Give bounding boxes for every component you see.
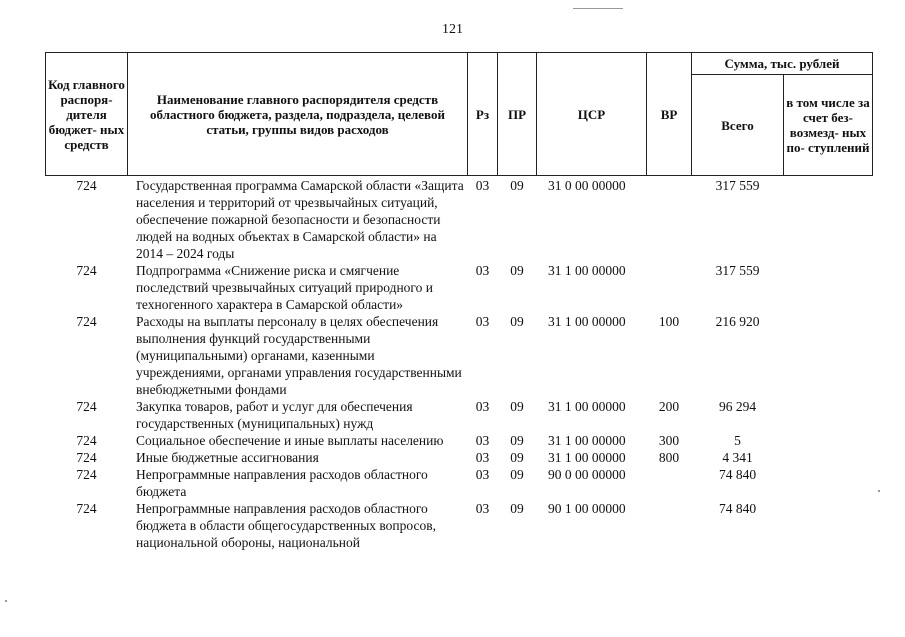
table-row <box>46 449 873 466</box>
cell-total: 4 341 <box>722 450 753 465</box>
cell-expense-type <box>647 500 692 551</box>
cell-target-item: 90 0 00 00000 <box>548 467 626 482</box>
cell-name: Расходы на выплаты персоналу в целях обеспечения выполнения функций государственными (муниципальными) органами, казенными учреждениями, органами управления государственными внебюджетными фондами <box>136 314 462 397</box>
cell-code: 724 <box>76 433 97 448</box>
header-subsection: ПР <box>498 53 537 176</box>
cell-gratuitous <box>784 398 873 432</box>
cell-expense-type: 200 <box>658 399 680 414</box>
table-row <box>46 500 873 551</box>
table-row <box>46 176 873 263</box>
cell-target-item: 31 1 00 00000 <box>548 314 626 329</box>
cell-target-item: 31 0 00 00000 <box>548 178 626 193</box>
header-expense-type: ВР <box>647 53 692 176</box>
cell-subsection: 09 <box>510 178 524 193</box>
scan-mark <box>5 600 7 602</box>
header-target-item: ЦСР <box>537 53 647 176</box>
cell-code: 724 <box>76 178 97 193</box>
cell-code: 724 <box>76 263 97 278</box>
cell-code: 724 <box>76 399 97 414</box>
cell-expense-type: 300 <box>658 433 680 448</box>
cell-name: Закупка товаров, работ и услуг для обеспечения государственных (муниципальных) нужд <box>136 399 413 431</box>
cell-gratuitous <box>784 500 873 551</box>
cell-expense-type <box>647 176 692 263</box>
cell-code: 724 <box>76 450 97 465</box>
cell-gratuitous <box>784 449 873 466</box>
header-sum-group: Сумма, тыс. рублей <box>692 53 873 75</box>
scan-mark <box>878 490 880 492</box>
cell-code: 724 <box>76 314 97 329</box>
cell-total: 74 840 <box>718 467 757 482</box>
cell-section: 03 <box>475 467 490 482</box>
cell-total: 96 294 <box>718 399 757 414</box>
cell-section: 03 <box>475 178 490 193</box>
cell-code: 724 <box>76 467 97 482</box>
cell-target-item: 90 1 00 00000 <box>548 501 626 516</box>
page-number: 121 <box>442 22 463 37</box>
cell-target-item: 31 1 00 00000 <box>548 263 626 278</box>
cell-gratuitous <box>784 466 873 500</box>
cell-subsection: 09 <box>510 467 524 482</box>
cell-section: 03 <box>475 399 490 414</box>
header-code: Код главного распоря- дителя бюджет- ных средств <box>46 53 128 176</box>
header-total: Всего <box>692 75 784 176</box>
cell-subsection: 09 <box>510 314 524 329</box>
cell-subsection: 09 <box>510 501 524 516</box>
scan-mark <box>573 8 623 9</box>
cell-total: 317 559 <box>715 263 760 278</box>
cell-subsection: 09 <box>510 399 524 414</box>
cell-section: 03 <box>475 450 490 465</box>
cell-expense-type <box>647 262 692 313</box>
table-row <box>46 466 873 500</box>
cell-gratuitous <box>784 313 873 398</box>
cell-total: 5 <box>734 433 741 448</box>
cell-subsection: 09 <box>510 263 524 278</box>
cell-name: Подпрограмма «Снижение риска и смягчение последствий чрезвычайных ситуаций природного и техногенного характера в Самарской области» <box>136 263 433 312</box>
budget-table <box>45 52 873 551</box>
cell-expense-type: 800 <box>658 450 680 465</box>
cell-gratuitous <box>784 176 873 263</box>
cell-name: Непрограммные направления расходов областного бюджета <box>136 467 428 499</box>
cell-gratuitous <box>784 432 873 449</box>
cell-total: 216 920 <box>715 314 760 329</box>
header-gratuitous: в том числе за счет без- возмезд- ных по- ступлений <box>784 75 873 176</box>
header-section: Рз <box>468 53 498 176</box>
table-row <box>46 313 873 398</box>
cell-code: 724 <box>76 501 97 516</box>
cell-total: 74 840 <box>718 501 757 516</box>
cell-target-item: 31 1 00 00000 <box>548 450 626 465</box>
cell-target-item: 31 1 00 00000 <box>548 433 626 448</box>
table-row <box>46 262 873 313</box>
header-name: Наименование главного распорядителя средств областного бюджета, раздела, подраздела, целевой статьи, группы видов расходов <box>128 53 468 176</box>
cell-section: 03 <box>475 263 490 278</box>
table-row <box>46 398 873 432</box>
cell-section: 03 <box>475 314 490 329</box>
cell-expense-type: 100 <box>658 314 680 329</box>
cell-section: 03 <box>475 501 490 516</box>
cell-name: Государственная программа Самарской области «Защита населения и территорий от чрезвычайных ситуаций, обеспечение пожарной безопасности и безопасности людей на водных объектах в Самарской области» на 2014 – 2024 годы <box>136 178 464 261</box>
table-row <box>46 432 873 449</box>
cell-name: Иные бюджетные ассигнования <box>136 450 319 465</box>
cell-gratuitous <box>784 262 873 313</box>
cell-name: Социальное обеспечение и иные выплаты населению <box>136 433 444 448</box>
cell-expense-type <box>647 466 692 500</box>
cell-target-item: 31 1 00 00000 <box>548 399 626 414</box>
cell-subsection: 09 <box>510 433 524 448</box>
cell-total: 317 559 <box>715 178 760 193</box>
cell-subsection: 09 <box>510 450 524 465</box>
cell-name: Непрограммные направления расходов областного бюджета в области общегосударственных вопросов, национальной обороны, национальной <box>136 501 436 550</box>
cell-section: 03 <box>475 433 490 448</box>
